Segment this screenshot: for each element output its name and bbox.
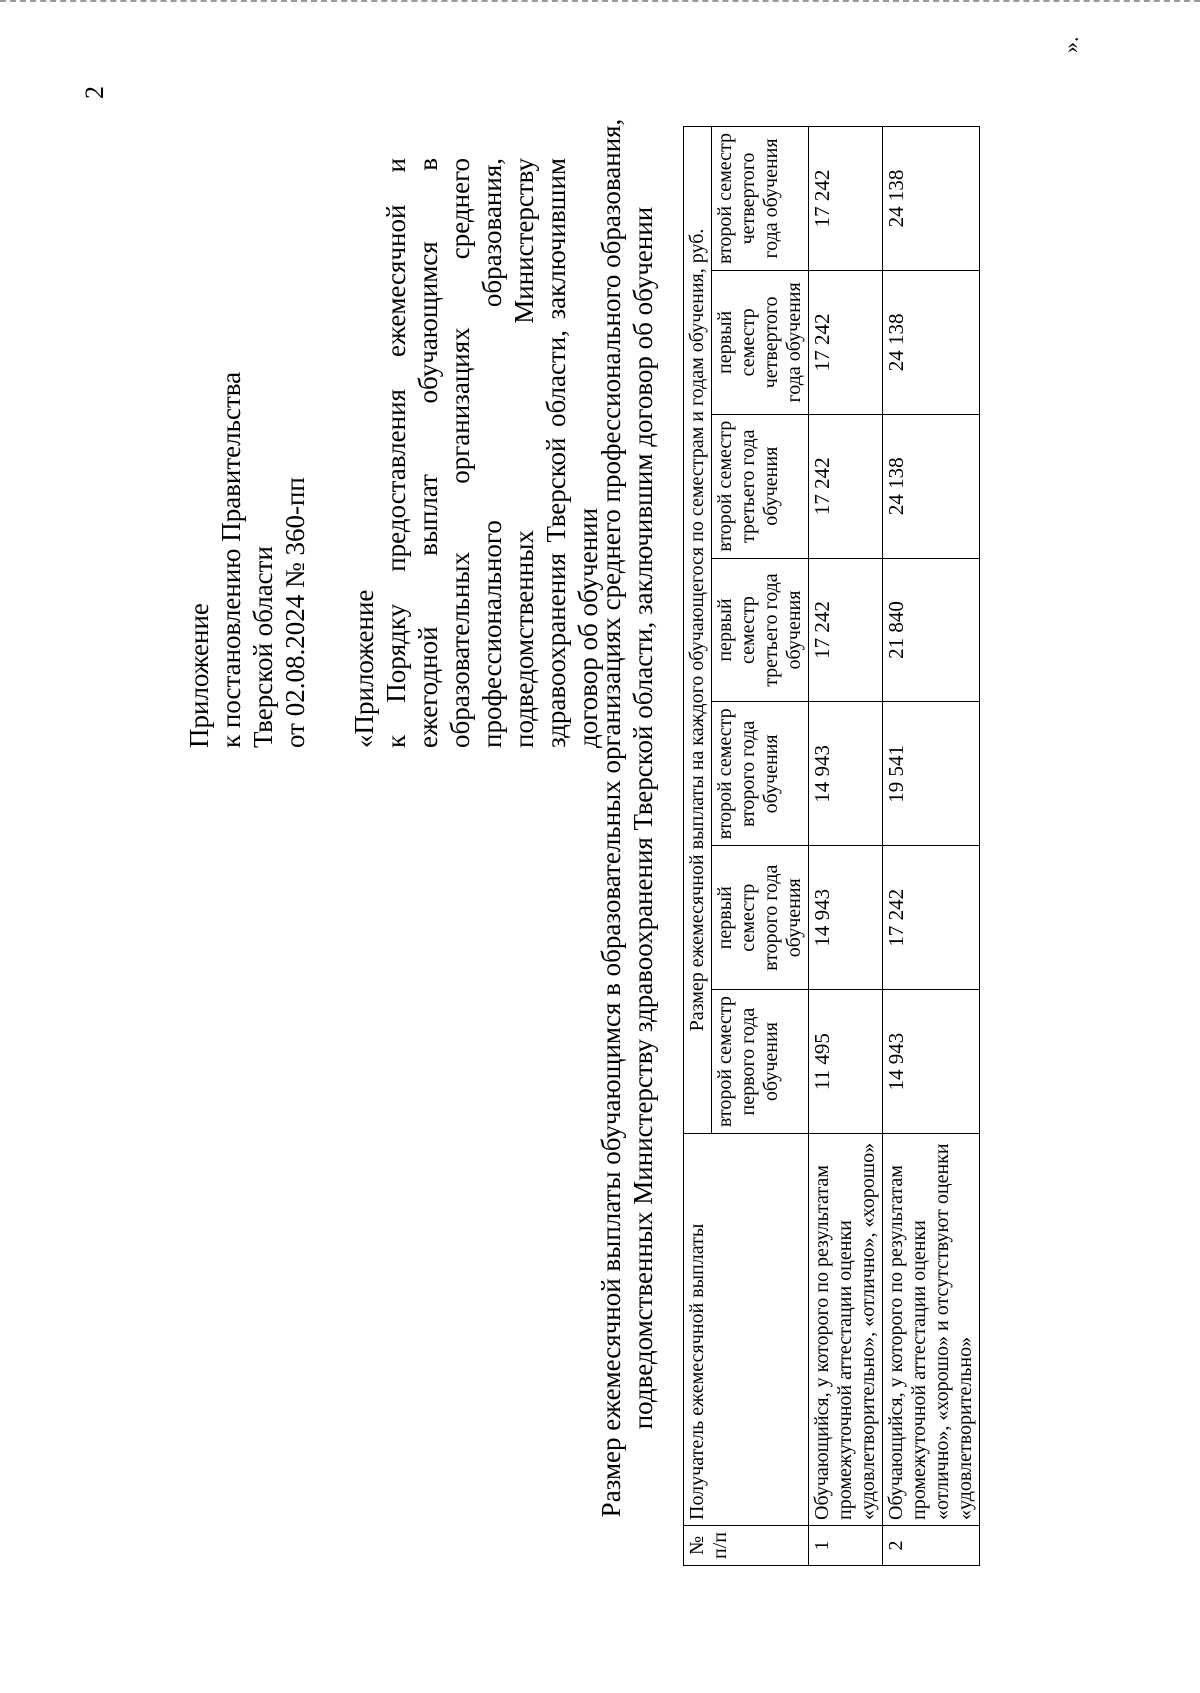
table-row (809, 127, 883, 1566)
appendix-reference (348, 158, 604, 748)
row-num: 1 (809, 1526, 883, 1566)
appendix-line: к постановлению Правительства (216, 371, 246, 748)
closing-quote: ». (1058, 36, 1083, 53)
header-recipient: Получатель ежемесячной выплаты (684, 1134, 809, 1526)
appendix-ref-heading: «Приложение (349, 589, 379, 748)
header-semester: первый семестр четвертого года обучения (712, 270, 809, 414)
appendix-header (183, 48, 311, 748)
header-semester: второй семестр четвертого года обучения (712, 127, 809, 271)
header-semester: первый семестр второго года обучения (712, 846, 809, 990)
appendix-line: от 02.08.2024 № 360-пп (280, 477, 310, 748)
row-value: 24 138 (883, 414, 980, 558)
appendix-line: Тверской области (248, 546, 278, 748)
header-num: № п/п (684, 1526, 809, 1566)
row-value: 17 242 (809, 127, 883, 271)
row-num: 2 (883, 1526, 980, 1566)
appendix-line: Приложение (184, 603, 214, 748)
row-value: 24 138 (883, 127, 980, 271)
row-value: 11 495 (809, 990, 883, 1134)
row-value: 19 541 (883, 702, 980, 846)
row-value: 17 242 (809, 270, 883, 414)
header-group: Размер ежемесячной выплаты на каждого обучающегося по семестрам и годам обучения, руб. (684, 127, 712, 1134)
header-semester: первый семестр третьего года обучения (712, 558, 809, 702)
table-row (883, 127, 980, 1566)
document-title: Размер ежемесячной выплаты обучающимся в образовательных организациях среднего профессионального образования, подведомственных Министерству здравоохранения Тверской области, заключившим договор об обучении (596, 118, 658, 1518)
row-value: 14 943 (809, 702, 883, 846)
header-semester: второй семестр первого года обучения (712, 990, 809, 1134)
row-value: 24 138 (883, 270, 980, 414)
row-value: 14 943 (809, 846, 883, 990)
row-value: 14 943 (883, 990, 980, 1134)
appendix-ref-text: к Порядку предоставления ежемесячной и ежегодной выплат обучающимся в образовательных организациях среднего профессионального образования, подведомственных Министерству здравоохранения Тверской области, заключившим договор об обучении (381, 158, 603, 748)
row-value: 17 242 (809, 558, 883, 702)
header-semester: второй семестр второго года обучения (712, 702, 809, 846)
row-value: 21 840 (883, 558, 980, 702)
row-recipient: Обучающийся, у которого по результатам промежуточной аттестации оценки «отлично», «хорошо» и отсутствуют оценки «удовлетворительно» (883, 1134, 980, 1526)
header-semester: второй семестр третьего года обучения (712, 414, 809, 558)
page-number: 2 (80, 86, 109, 99)
row-value: 17 242 (883, 846, 980, 990)
row-value: 17 242 (809, 414, 883, 558)
payments-table (683, 126, 980, 1566)
row-recipient: Обучающийся, у которого по результатам промежуточной аттестации оценки «удовлетворительно», «отлично», «хорошо» (809, 1134, 883, 1526)
